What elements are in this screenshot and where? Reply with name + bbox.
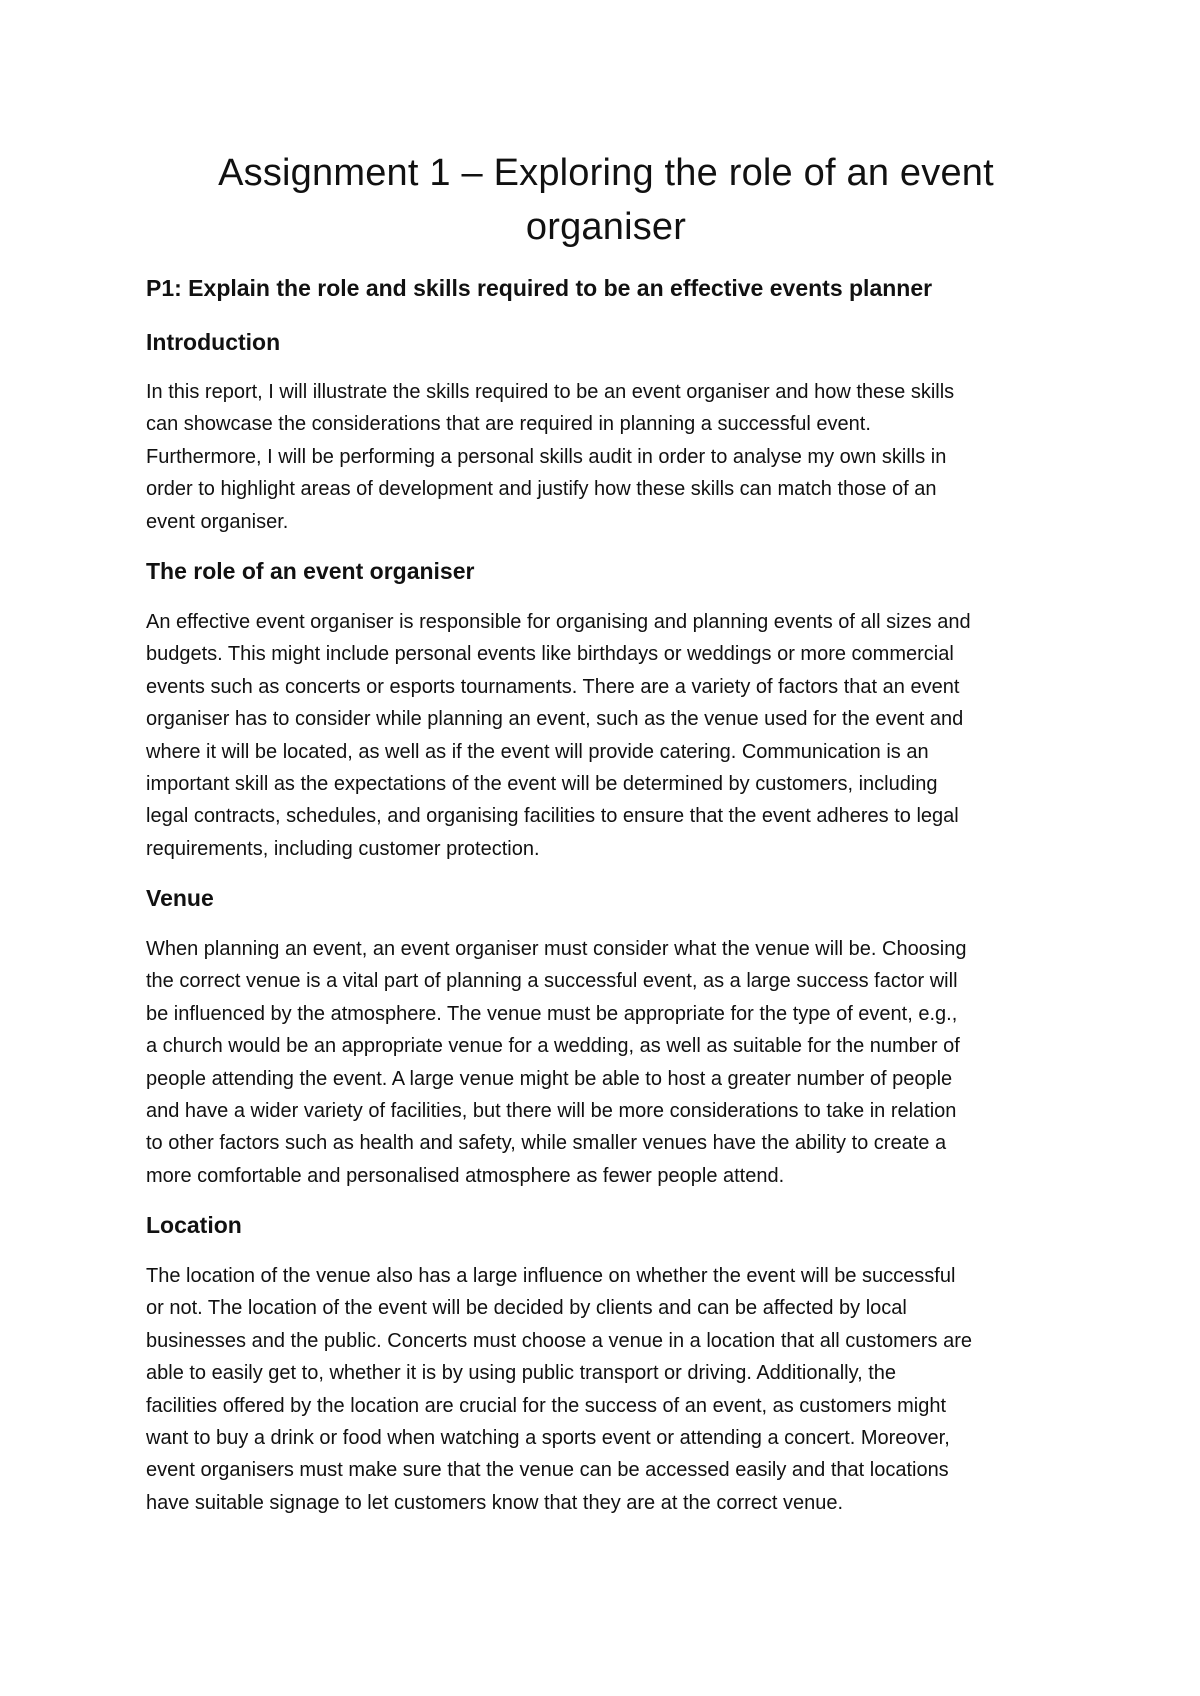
text-line: facilities offered by the location are crucial for the success of an event, as customers might (146, 1394, 947, 1417)
text-line: can showcase the considerations that are required in planning a successful event. (146, 413, 871, 436)
text-line: have suitable signage to let customers know that they are at the correct venue. (146, 1491, 844, 1514)
text-line: important skill as the expectations of the event will be determined by customers, including (146, 773, 938, 796)
assignment-heading: P1: Explain the role and skills required to be an effective events planner (146, 275, 933, 301)
section-body-venue (146, 933, 1076, 1192)
text-line: budgets. This might include personal events like birthdays or weddings or more commercial (146, 643, 954, 666)
text-line: When planning an event, an event organiser must consider what the venue will be. Choosing (146, 938, 967, 960)
text-line: to other factors such as health and safety, while smaller venues have the ability to create a (146, 1132, 947, 1155)
text-line: and have a wider variety of facilities, but there will be more considerations to take in relation (146, 1100, 957, 1123)
text-line: where it will be located, as well as if the event will provide catering. Communication is an (146, 740, 929, 763)
section-heading-role: The role of an event organiser (146, 558, 475, 584)
text-line: event organisers must make sure that the venue can be accessed easily and that locations (146, 1459, 949, 1482)
title-line: organiser (525, 206, 687, 248)
text-line: organiser has to consider while planning an event, such as the venue used for the event and (146, 708, 964, 731)
text-line: able to easily get to, whether it is by using public transport or driving. Additionally, the (146, 1362, 897, 1385)
text-line: a church would be an appropriate venue for a wedding, as well as suitable for the number of (146, 1035, 960, 1058)
text-line: or not. The location of the event will be decided by clients and can be affected by local (146, 1297, 907, 1320)
title-line: Assignment 1 – Exploring the role of an event (218, 152, 994, 194)
text-line: legal contracts, schedules, and organising facilities to ensure that the event adheres to legal (146, 805, 959, 828)
section-heading-location: Location (146, 1212, 242, 1238)
text-line: requirements, including customer protection. (146, 837, 540, 860)
text-line: In this report, I will illustrate the skills required to be an event organiser and how these skills (146, 381, 955, 403)
text-line: The location of the venue also has a large influence on whether the event will be successful (146, 1265, 956, 1287)
text-line: order to highlight areas of development and justify how these skills can match those of an (146, 478, 937, 501)
section-heading-introduction: Introduction (146, 329, 281, 355)
text-line: be influenced by the atmosphere. The venue must be appropriate for the type of event, e.g., (146, 1002, 958, 1025)
text-line: businesses and the public. Concerts must choose a venue in a location that all customers are (146, 1329, 973, 1352)
text-line: people attending the event. A large venue might be able to host a greater number of people (146, 1067, 953, 1090)
section-body-role (146, 606, 1076, 865)
document-title (146, 146, 1066, 254)
section-body-location (146, 1260, 1076, 1519)
text-line: want to buy a drink or food when watching a sports event or attending a concert. Moreover, (146, 1427, 950, 1450)
text-line: events such as concerts or esports tournaments. There are a variety of factors that an event (146, 675, 960, 698)
text-line: event organiser. (146, 510, 289, 533)
text-line: An effective event organiser is responsible for organising and planning events of all sizes and (146, 611, 971, 633)
section-body-introduction (146, 376, 1076, 538)
text-line: more comfortable and personalised atmosphere as fewer people attend. (146, 1164, 785, 1187)
text-line: the correct venue is a vital part of planning a successful event, as a large success factor will (146, 970, 958, 993)
text-line: Furthermore, I will be performing a personal skills audit in order to analyse my own skills in (146, 445, 947, 468)
section-heading-venue: Venue (146, 885, 214, 911)
